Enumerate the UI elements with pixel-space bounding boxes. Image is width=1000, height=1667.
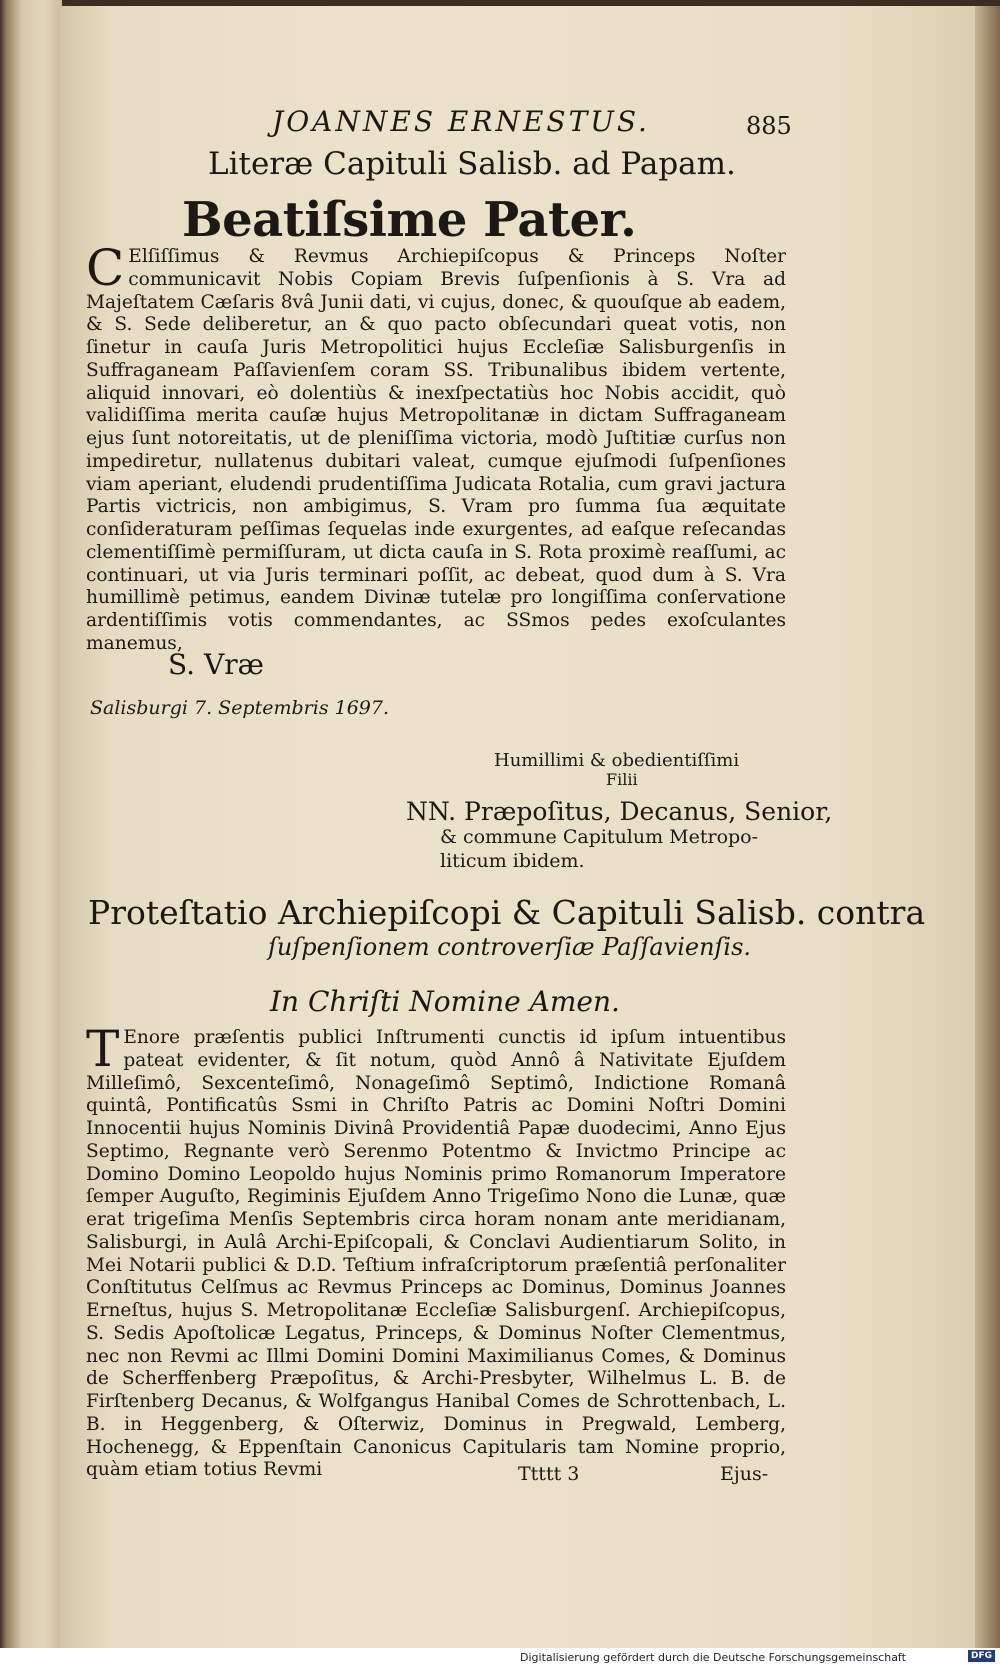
protest-invocation: In Chriſti Nomine Amen. (270, 985, 620, 1018)
protest-title: Proteſtatio Archiepiſcopi & Capituli Salisb. contra (88, 893, 926, 932)
signature-line-4: & commune Capitulum Metropo- (440, 826, 759, 848)
letter-body (86, 239, 786, 656)
protest-body-text: Enore præſentis publici Inſtrumenti cunctis id ipſum intuentibus pateat evidenter, & ſit notum, quòd Annô â Nativitate Ejuſdem Milleſimô, Sexcenteſimô, Nonageſimô Septimô, Indictione Romanâ quintâ, Pontificatûs Ssmi in Chriſto Patris ac Domini Noſtri Domini Innocentii hujus Nominis Divinâ Providentiâ Papæ duodecimi, Anno Ejus Septimo, Regnante verò Serenmo Potentmo & Invictmo Principe ac Domino Domino Leopoldo hujus Nominis primo Romanorum Imperatore ſemper Auguſto, Regiminis Ejuſdem Anno Trigeſimo Nono die Lunæ, quæ erat trigeſima Menſis Septembris circa horam nonam ante meridianam, Salisburgi, in Aulâ Archi-Epiſcopali, & Conclavi Audientiarum Solito, in Mei Notarii publici & D.D. Teſtium infraſcriptorum præſentiâ perſonaliter Conſtitutus Celſmus ac Revmus Princeps ac Dominus, Dominus Joannes Erneſtus, hujus S. Metropolitanæ Eccleſiæ Salisburgenſ. Archiepiſcopus, S. Sedis Apoſtolicæ Legatus, Princeps, & Dominus Noſter Clementmus, nec non Revmi ac Illmi Domini Domini Maximilianus Comes, & Dominus de Scherffenberg Præpoſitus, & Archi-Presbyter, Wilhelmus L. B. de Firſtenberg Decanus, & Wolfgangus Hanibal Comes de Schrottenbach, L. B. in Heggenberg, & Oſterwiz, Dominus in Pregwald, Lemberg, Hochenegg, & Eppenſtain Canonicus Capitularis tam Nomine proprio, quàm etiam totius Revmi (86, 1027, 786, 1481)
letter-title: Literæ Capituli Salisb. ad Papam. (208, 146, 736, 182)
protest-subtitle: ſuſpenſionem controverſiæ Paſſavienſis. (268, 933, 752, 961)
catchword: Ejus- (720, 1463, 769, 1485)
running-head: JOANNES ERNESTUS. (272, 105, 650, 138)
protest-dropcap: T (86, 1020, 120, 1078)
book-spine (0, 0, 62, 1648)
signature-line-3: NN. Præpoſitus, Decanus, Senior, (406, 797, 833, 826)
letter-address: S. Vræ (168, 648, 264, 681)
letter-dateline: Salisburgi 7. Septembris 1697. (90, 697, 389, 719)
footer-credit: Digitalisierung gefördert durch die Deutsche Forschungsgemeinschaft (520, 1651, 906, 1664)
footer-strip (0, 1648, 1000, 1667)
signature-line-5: liticum ibidem. (440, 850, 585, 872)
signature-mark: Ttttt 3 (518, 1463, 580, 1485)
letter-body-text: Elſiſſimus & Revmus Archiepiſcopus & Princeps Noſter communicavit Nobis Copiam Brevis ſuſpenſionis à S. Vra ad Majeſtatem Cæſaris 8vâ Junii dati, vi cujus, donec, & quouſque ab eadem, & S. Sede deliberetur, an & quo pacto obſecundari queat votis, non ſinetur in cauſa Juris Metropolitici hujus Eccleſiæ Salisburgenſis in Suffraganeam Paſſavienſem coram SS. Tribunalibus ibidem vertente, aliquid innovari, eò dolentiùs & inexſpectatiùs hoc Nobis accidit, quò validiſſima merita cauſæ hujus Metropolitanæ in dictam Suffraganeam ejus ſunt notoreitatis, ut de pleniſſima victoria, modò Juſtitiæ curſus non impediretur, nullatenus dubitari valeat, cumque ejuſmodi ſuſpenſiones viam aperiant, eludendi prudentiſſima Judicata Rotalia, cum gravi jactura Partis victricis, non ambigimus, S. Vram pro ſumma ſua æquitate conſideraturam peſſimas ſequelas inde exurgentes, ad eaſque reſecandas clementiſſimè permiſſuram, ut dicta cauſa in S. Rota proximè reaſſumi, ac continuari, ut via Juris terminari poſſit, ac debeat, quod dum à S. Vra humillimè petimus, eandem Divinæ tutelæ pro longiſſima conſervatione ardentiſſimis votis commendantes, ac SSmos pedes exoſculantes manemus, (86, 246, 786, 654)
letter-dropcap: C (86, 239, 125, 297)
dfg-logo: DFG (968, 1650, 995, 1662)
signature-line-2: Filii (606, 770, 638, 789)
page-edge (975, 6, 1000, 1648)
protest-body (86, 1020, 786, 1482)
signature-line-1: Humillimi & obedientiſſimi (494, 750, 740, 771)
letter-salutation: Beatiſsime Pater. (182, 192, 637, 248)
page-number: 885 (746, 112, 792, 140)
